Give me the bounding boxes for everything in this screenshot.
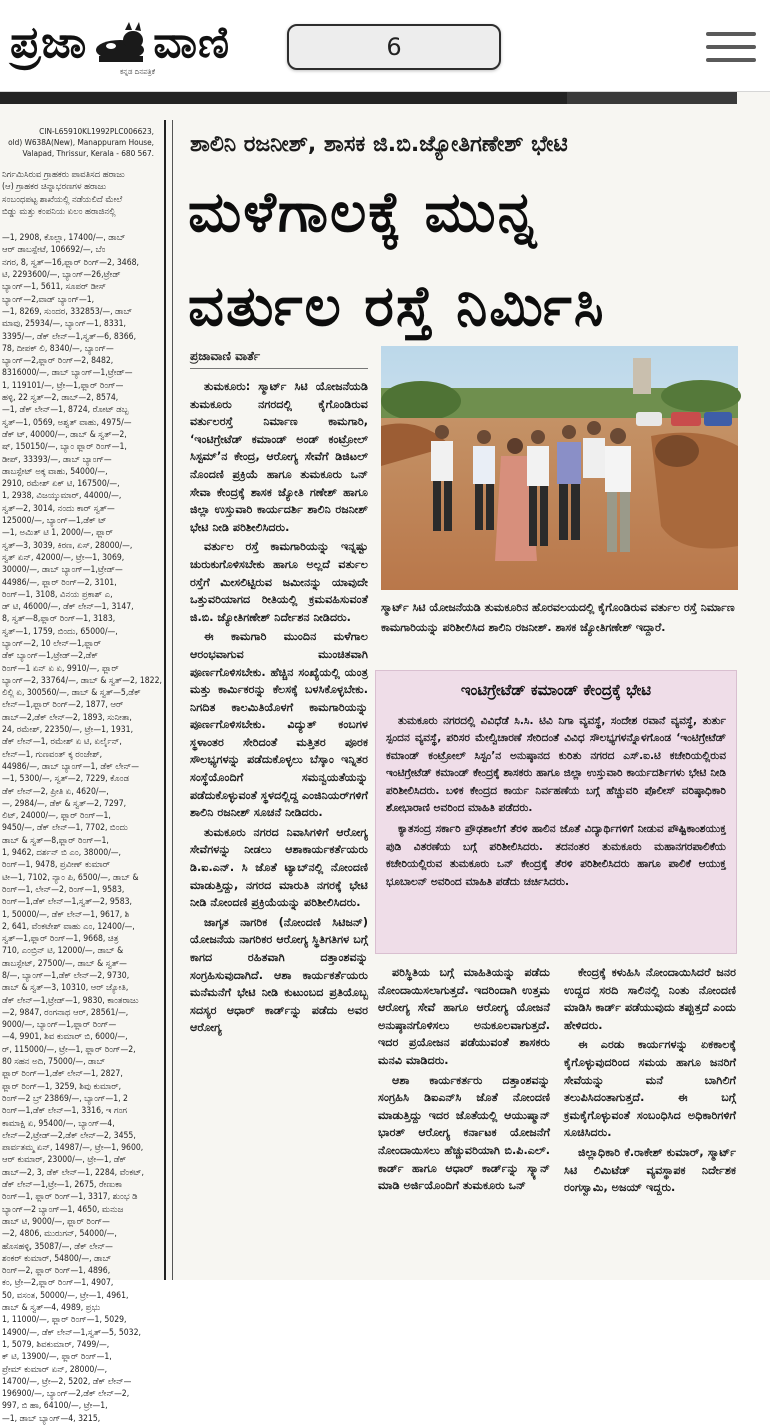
notice-line: —1, 5300/—, ಸ್ವತ್—2, 7229, ಕೊಂಡ [2,774,130,785]
notice-line: —4, 9901, ಶಿವ ಕುಮಾರ್ ಬಿ, 6000/—, [2,1032,128,1043]
photo-caption: ಸ್ಮಾರ್ಟ್ ಸಿಟಿ ಯೋಜನೆಯಡಿ ತುಮಕೂರಿನ ಹೊರವಲಯದಲ್ಲಿ ಕೈಗೊಂಡಿರುವ ವರ್ತುಲ ರಸ್ತೆ ನಿರ್ಮಾಣ ಕಾಮಗಾರಿಯನ್ನು ಪರಿಶೀಲಿಸಿದ ಶಾಲಿನಿ ರಜನೀಶ್. ಶಾಸಕ ಜ್ಯೋತಿಗಣೇಶ್ ಇದ್ದಾರೆ. [381,601,735,634]
notice-line: ಡಾಬಸ್ಪೇಟ್, 27500/—, ಡಾಬ್ & ಸ್ವತ್— [2,958,127,969]
notice-list [0,232,160,1425]
notice-line: 80 ಸಹನ ಅದಿ, 75000/—, ಡಾಬ್ [2,1057,106,1068]
notice-line: ಲೇನ್—1, ಗುಣವಂತ್ ಕ್ಕ ರಂಜೇಶ್, [2,749,103,760]
notice-line: 1, 9462, ದರ್ಶನ್ ಬಿ ಎಂ, 38000/—, [2,848,121,859]
cin-line: CIN-L65910KL1992PLC006623, [39,126,154,136]
notice-line: ಹಳ್ಳಿ, 22 ಸ್ವತ್—2, ಡಾಬ್—2, 8574, [2,393,119,404]
notice-line: ಶಂಕರ್ ಕುಮಾರ್, 54800/—, ಡಾಬ್ [2,1253,112,1264]
notice-line: ರಿಂಗ್—1,ಡೆಕ್ ಲೇನ್—1,ಸ್ವತ್—2, 9583, [2,897,132,908]
notice-line: ಮಾವು, 25934/—, ಬ್ಯಾಂಗ್—1, 8331, [2,319,126,330]
notice-line: ಕ್ ಟಿ, 13900/—, ಫ್ಲಾರ್ ರಿಂಗ್—1, [2,1352,112,1363]
notice-line: 997, ಬಿ ಹಾ, 64100/—, ಟ್ರೇ—1, [2,1401,108,1412]
prajavani-logo[interactable] [10,14,230,72]
notice-line: ಡಾಬ್ & ಸ್ವತ್—3, 10310, ಆರ್ ಜ್ಯೋತಿ, [2,983,129,994]
box-paragraph: ತುಮಕೂರು ನಗರದಲ್ಲಿ ವಿವಿಧೆಡೆ ಸಿ.ಸಿ. ಟಿವಿ ನಿಗಾ ವ್ಯವಸ್ಥೆ, ಸಂದೇಶ ರವಾನೆ ವ್ಯವಸ್ಥೆ, ತುರ್ತು ಸ್ಪಂದನ ವ್ಯವಸ್ಥೆ, ಪರಿಸರ ಮೇಲ್ವಿಚಾರಣೆ ಸೇರಿದಂತೆ ವಿವಿಧ ಸೌಲಭ್ಯಗಳನ್ನೊಳಗೊಂಡ ‘ಇಂಟಿಗ್ರೇಟೆಡ್ ಕಮಾಂಡ್ ಕಂಟ್ರೋಲ್ ಸಿಸ್ಟಂ’ನ ಅನುಷ್ಠಾನದ ಕುರಿತು ನಗರದ ಎಸ್.ಐ.ಟಿ ಕಚೇರಿಯಲ್ಲಿರುವ ಇಂಟಿಗ್ರೇಟೆಡ್ ಕಮಾಂಡ್ ಕೇಂದ್ರಕ್ಕೆ ಶಾಸಕರು ಹಾಗೂ ಜಿಲ್ಲಾ ಉಸ್ತುವಾರಿ ಕಾರ್ಯದರ್ಶಿಗಳು ಭೇಟಿ ನೀಡಿ ಪರಿಶೀಲಿಸಿದರು. ಬಳಿಕ ಕೇಂದ್ರದ ಕಾರ್ಯ ನಿರ್ವಹಣೆಯ ಬಗ್ಗೆ ಹೆಚ್ಚುವರಿ ಪೊಲೀಸ್ ವರಿಷ್ಠಾಧಿಕಾರಿ ಶೋಭಾರಾಣಿ ಅವರಿಂದ ಮಾಹಿತಿ ಪಡೆದರು. [386,715,726,815]
notice-line: ಫ್ಲಾರ್ ರಿಂಗ್—1, 3259, ಶಿವು ಕುಮಾರ್, [2,1081,122,1092]
notice-line: ಲೇನ್—1,ಫ್ಲಾರ್ ರಿಂಗ್—2, 1877, ಆರ್ [2,700,124,711]
notice-line: ಡೆಕ್ ಲೇನ್—1,ಟ್ರೇ—1, 2675, ರೇಣುಕಾ [2,1180,123,1191]
byline-rule [190,368,368,369]
notice-line: ಸ್ವತ್—3, 3039, ಕಿರಣ, ಏಸ್, 28000/—, [2,540,133,551]
notice-line: ಲೇನ್—2,ಟ್ರೇಡ್—2,ಡೆಕ್ ಲೇನ್—2, 3455, [2,1130,136,1141]
notice-line: ಬ್ಯಾಂಗ್—2, 33764/—, ಡಾಬ್ & ಸ್ವತ್—2, 1822, [2,675,162,686]
story-column-2 [378,964,550,1280]
notice-line: ಡೆಕ್ ಟ್, 40000/—, ಡಾಬ್ & ಸ್ವತ್—2, [2,429,127,440]
notice-line: ಆರ್ ಕುಮಾರ್, 23000/—, ಟ್ರೇ—1, ಡೆಕ್ [2,1155,127,1166]
notice-line: —1, ಡೆಕ್ ಲೇನ್—1, 8724, ರೋಟ್ ಡಬ್ಬ [2,405,129,416]
notice-line: ರ್, 115000/—, ಟ್ರೇ—1, ಫ್ಲಾರ್ ರಿಂಗ್—2, [2,1044,136,1055]
logo-text-right: ವಾಣಿ [153,17,231,68]
notice-line: 14700/—, ಟ್ರೇ—2, 5202, ಡೆಕ್ ಲೇನ್— [2,1376,132,1387]
notice-line: 8316000/—, ಡಾಬ್ ಬ್ಯಾಂಗ್—1,ಟ್ರೇಡ್— [2,368,133,379]
column-divider [172,120,173,1280]
notice-line: —2, 4806, ಮುರುಗನ್, 54000/—, [2,1229,117,1240]
notice-line: ಸ್ವತ್—2, 3014, ನಂದು ಕಾರ್ ಸ್ವತ್— [2,503,115,514]
notice-line: ರಿಂಗ್—2 ಬ್ರ್ 23869/—, ಬ್ಯಾಂಗ್—1, 2 [2,1093,128,1104]
notice-line: ಡಾಬ್—2, 3, ಡೆಕ್ ಲೇನ್—1, 2284, ವೆಂಕಟ್, [2,1167,144,1178]
notice-line: ರಿಂಗ್—1, 3108, ವಿನಯ ಪ್ರಕಾಶ್ ಎ, [2,589,113,600]
notice-line: ರಿಂಗ್—1, 9478, ಪ್ರವೀಣ್ ಕುಮಾರ್ [2,860,111,871]
section-strip [0,92,737,104]
notice-line: 44986/—, ಫ್ಲಾರ್ ರಿಂಗ್—2, 3101, [2,577,117,588]
notice-line: ಷ್, 150150/—, ಬ್ಯಾಂ ಫ್ಲಾರ್ ರಿಂಗ್—1, [2,442,127,453]
notice-line: ಕಾಮಾಕ್ಷಿ ಏ, 95400/—, ಬ್ಯಾಂಗ್—4, [2,1118,115,1129]
logo-text-left: ಪ್ರಜಾ [10,17,88,68]
notice-line: ಡಾಬ್ ಟಿ, 9000/—, ಫ್ಲಾರ್ ರಿಂಗ್— [2,1216,110,1227]
notice-line: 44986/—, ಡಾಬ್ ಬ್ಯಾಂಗ್—1, ಡೆಕ್ ಲೇನ್— [2,761,139,772]
cin-block [0,126,160,159]
notice-line: 125000/—, ಬ್ಯಾಂಗ್—1,ಡೆಕ್ ಟ್ [2,516,107,527]
notice-line: ರಿಂಗ್—1, ಫ್ಲಾರ್ ರಿಂಗ್—1, 3317, ಶುಂಭ ಡಿ [2,1192,138,1203]
notice-line: ಬ್ಯಾಂಗ್—2 ಬ್ಯಾಂಗ್—1, 4650, ಮನುಜ [2,1204,124,1215]
headline-line: ಮಳೆಗಾಲಕ್ಕೆ ಮುನ್ನ [188,180,539,245]
notice-line: ಟೀ—1, 7102, ನ್ಯಾಂ ಪಿ, 6500/—, ಡಾಬ್ & [2,872,139,883]
notice-line: ಡೆಕ್ ಲೇನ್—1, ರಮೇಶ್ ಏ ಟಿ, ಏರ್ಲೈನ್, [2,737,122,748]
news-photo[interactable] [381,346,738,590]
notice-line: 1, 2938, ವಿಜಯ್ಕುಮಾರ್, 44000/—, [2,491,122,502]
notice-line: ಲಿಲ್ಲಿ ಏ, 300560/—, ಡಾಬ್ & ಸ್ವತ್—5,ಡೆಕ್ [2,688,141,699]
notice-line: ಬ್ಯಾಂಗ್—2, 10 ಲೇನ್—1,ಫ್ಲಾರ್ [2,638,102,649]
newspaper-page [0,92,770,1424]
story-paragraph: ಜಾಗೃತ ನಾಗರಿಕ (ನೋಂದಣಿ ಸಿಟಿಜನ್) ಯೋಜನೆಯ ನಾಗರಿಕರ ಆರೋಗ್ಯ ಸ್ಥಿತಿಗತಿಗಳ ಬಗ್ಗೆ ಕಾಗದ ರಹಿತವಾಗಿ ದತ್ತಾಂಶವನ್ನು ಸಂಗ್ರಹಿಸುವುದಾಗಿದೆ. ಆಶಾ ಕಾರ್ಯಕರ್ತೆಯರು ಮನೆಮನೆಗೆ ಭೇಟಿ ನೀಡಿ ಕುಟುಂಬದ ಪ್ರತಿಯೊಬ್ಬ ಸದಸ್ಯರ ಆಧಾರ್ ಕಾರ್ಡ್‌ನ್ನು ಪಡೆದು ಅವರ ಆರೋಗ್ಯ [190,915,368,1035]
story-paragraph: ಈ ಎರಡು ಕಾರ್ಯಗಳನ್ನು ಏಕಕಾಲಕ್ಕೆ ಕೈಗೊಳ್ಳುವುದರಿಂದ ಸಮಯ ಹಾಗೂ ಜನರಿಗೆ ಸೇವೆಯನ್ನು ಮನೆ ಬಾಗಿಲಿಗೆ ತಲುಪಿಸಿದಂತಾಗುತ್ತದೆ. ಈ ಬಗ್ಗೆ ಕ್ರಮಕೈಗೊಳ್ಳುವಂತೆ ಸಂಬಂಧಿಸಿದ ಅಧಿಕಾರಿಗಳಿಗೆ ಸೂಚಿಸಿದರು. [564,1038,736,1140]
notice-line: ಬ್ಯಾಂಗ್—2,ಫ್ಲಾರ್ ರಿಂಗ್—2, 8482, [2,356,114,367]
notice-line: ಡಾಬಸ್ಪೇಟ್ ಅಕ್ಕ ವಾಹು, 54000/—, [2,466,108,477]
story-paragraph: ವರ್ತುಲ ರಸ್ತೆ ಕಾಮಗಾರಿಯನ್ನು ಇನ್ನಷ್ಟು ಚುರುಕುಗೊಳಿಸಬೇಕು ಹಾಗೂ ಅಲ್ಲದೆ ವರ್ತುಲ ರಸ್ತೆಗೆ ಮೀಸಲಿಟ್ಟಿರುವ ಜಮೀನನ್ನು ಯಾವುದೇ ಒತ್ತುವರಿಯಾಗದ ರೀತಿಯಲ್ಲಿ ಕ್ರಮವಹಿಸುವಂತೆ ಜಿ.ಬಿ. ಜ್ಯೋತಿಗಣೇಶ್ ನಿರ್ದೇಶನ ನೀಡಿದರು. [190,540,368,624]
logo-tagline: ಕನ್ನಡ ದಿನಪತ್ರಿಕೆ [120,68,156,76]
notice-intro [0,169,160,218]
story-paragraph: ಈ ಕಾಮಗಾರಿ ಮುಂದಿನ ಮಳೆಗಾಲ ಆರಂಭವಾಗುವ ಮುಂಚಿತವಾಗಿ ಪೂರ್ಣಗೊಳಿಸಬೇಕು. ಹೆಚ್ಚಿನ ಸಂಖ್ಯೆಯಲ್ಲಿ ಯಂತ್ರ ಮತ್ತು ಕಾರ್ಮಿಕರನ್ನು ಕೆಲಸಕ್ಕೆ ಬಳಸಿಕೊಳ್ಳಬೇಕು. ನಿಗದಿತ ಕಾಲಮಿತಿಯೊಳಗೆ ಕಾಮಗಾರಿಯನ್ನು ಪೂರ್ಣಗೊಳಿಸಬೇಕು. ವಿದ್ಯುತ್ ಕಂಬಗಳ ಸ್ಥಳಾಂತರ ಸೇರಿದಂತೆ ಮತ್ತಿತರ ಪೂರಕ ಸೌಲಭ್ಯಗಳನ್ನು ಪಡೆದುಕೊಳ್ಳಲು ಬೆಸ್ಕಾಂ ಇನ್ನಿತರ ಸಂಸ್ಥೆಯೊಂದಿಗೆ ಸಮನ್ವಯತೆಯನ್ನು ಪಡೆದುಕೊಳ್ಳುವಂತೆ ಸ್ಥಳದಲ್ಲಿದ್ದ ಎಂಜಿನಿಯರ್‌ಗಳಿಗೆ ಶಾಲಿನಿ ರಜನೀಶ್ ಸೂಚನೆ ನೀಡಿದರು. [190,630,368,820]
notice-line: 196900/—, ಬ್ಯಾಂಗ್—2,ಡೆಕ್ ಲೇನ್—2, [2,1389,130,1400]
notice-line: ಆರ್ ಡಾಬಸ್ಪೇಟೆ, 106692/—, ಬೆಂ [2,245,106,256]
story-column-3 [564,964,736,1280]
notice-line: 1, 50000/—, ಡೆಕ್ ಲೇನ್—1, 9617, ಶಿ [2,909,130,920]
nandi-emblem-icon [89,18,151,68]
notice-intro-line: ನಿರ್ಗಮಿಸಿರುವ ಗ್ರಾಹಕರು ಪಾವತಿಸದ ಹರಾಜು [2,170,125,180]
notice-line: ರಿಂಗ್—1,ಡೆಕ್ ಲೇನ್—1, 3316, ಇ ಗಂಗ [2,1106,128,1117]
notice-line: 78, ದೀಪಕ್ ಲಿ, 8340/—, ಬ್ಯಾಂಗ್— [2,343,114,354]
app-header [0,0,770,92]
notice-line: —, 2984/—, ಡೆಕ್ & ಸ್ವತ್—2, 7297, [2,798,127,809]
notice-line: ಡಾಬ್ & ಸ್ವತ್—4, 4989, ಪ್ರಭು [2,1303,101,1314]
story-paragraph: ಜಿಲ್ಲಾಧಿಕಾರಿ ಕೆ.ರಾಕೇಶ್ ಕುಮಾರ್, ಸ್ಮಾರ್ಟ್ ಸಿಟಿ ಲಿಮಿಟೆಡ್ ವ್ಯವಸ್ಥಾಪಕ ನಿರ್ದೇಶಕ ರಂಗಸ್ವಾಮಿ, ಅಜಯ್ ಇದ್ದರು. [564,1145,736,1195]
notice-line: ಟಿ, 2293600/—, ಬ್ಯಾಂಗ್—26,ಟ್ರೇಡ್ [2,270,121,281]
notice-line: 3395/—, ಡೆಕ್ ಲೇನ್—1,ಸ್ವತ್—6, 8366, [2,331,137,342]
notice-line: 24, ರಮೇಶ್, 22350/—, ಟ್ರೇ—1, 1931, [2,725,134,736]
notice-line: ಸ್ವತ್—1, 1759, ಬಿಂದು, 65000/—, [2,626,118,637]
notice-line: ನಗರ, 8, ಸ್ವತ್—16,ಫ್ಲಾರ್ ರಿಂಗ್—2, 3468, [2,257,139,268]
byline: ಪ್ರಜಾವಾಣಿ ವಾರ್ತೆ [190,349,261,363]
notice-line: ಡಾಬ್—2,ಡೆಕ್ ಲೇನ್—2, 1893, ಸುನೀತಾ, [2,712,132,723]
notice-line: ಡಾಬ್ & ಸ್ವತ್—8,ಫ್ಲಾರ್ ರಿಂಗ್—1, [2,835,109,846]
notice-line: —1, 8269, ಸುಂದರ, 332853/—, ಡಾಬ್ [2,306,133,317]
story-paragraph: ಕೇಂದ್ರಕ್ಕೆ ಕಳುಹಿಸಿ ನೋಂದಾಯಿಸಿದರೆ ಜನರ ಉದ್ದದ ಸರದಿ ಸಾಲಿನಲ್ಲಿ ನಿಂತು ನೋಂದಣಿ ಮಾಡಿಸಿ ಕಾರ್ಡ್ ಪಡೆಯುವುದು ತಪ್ಪುತ್ತದೆ ಎಂದು ಹೇಳಿದರು. [564,966,736,1032]
box-paragraph: ಕ್ಯಾತಸಂದ್ರ ಸರ್ಕಾರಿ ಪ್ರೌಢಶಾಲೆಗೆ ತೆರಳಿ ಹಾಲಿನ ಜೊತೆ ವಿದ್ಯಾರ್ಥಿಗಳಿಗೆ ನೀಡುವ ಪೌಷ್ಟಿಕಾಂಶಯುಕ್ತ ಪುಡಿ ವಿತರಣೆಯ ಬಗ್ಗೆ ಪರಿಶೀಲಿಸಿದರು. ತದನಂತರ ತುಮಕೂರು ಮಹಾನಗರಪಾಲಿಕೆಯ ಕಚೇರಿಯಲ್ಲಿರುವ ತುಮಕೂರು ಒನ್ ಕೇಂದ್ರಕ್ಕೆ ತೆರಳಿ ಪರಿಶೀಲಿಸಿದರು ಹಾಗೂ ಪಾಲಿಕೆ ಆಯುಕ್ತ ಭೂಬಾಲನ್ ಅವರಿಂದ ಮಾಹಿತಿ ಪಡೆದು ಚರ್ಚಿಸಿದರು. [386,823,726,888]
hamburger-menu-icon[interactable] [706,32,756,68]
notice-line: —1, 2908, ಕೊಲ್ಲಾ, 17400/—, ಡಾಬ್ [2,233,126,244]
notice-line: ಹೊಸಹಳ್ಳಿ, 35087/—, ಡೆಕ್ ಲೇನ್— [2,1241,113,1252]
notice-line: ಡೆಕ್ ಬ್ಯಾಂಗ್—1,ಟ್ರೇಡ್—2,ಡೆಕ್ [2,651,99,662]
notice-line: ರಿಂಗ್—1 ಏನ್ ಏ ಏ, 9910/—, ಫ್ಲಾರ್ [2,663,119,674]
notice-line: 1, 5079, ಶಿವಕುಮಾರ್, 7499/—, [2,1339,110,1350]
notice-line: ಸ್ವತ್ ಏನ್, 42000/—, ಟ್ರೇ—1, 3069, [2,552,125,563]
story-paragraph: ಆಶಾ ಕಾರ್ಯಕರ್ತರು ದತ್ತಾಂಶವನ್ನು ಸಂಗ್ರಹಿಸಿ ಡಿಐಎನ್‌ಸಿ ಜೊತೆ ನೋಂದಣಿ ಮಾಡುತ್ತಿದ್ದು ಇದರ ಜೊತೆಯಲ್ಲಿ ಆಯುಷ್ಮಾನ್ ಭಾರತ್ ಆರೋಗ್ಯ ಕರ್ನಾಟಕ ಯೋಜನೆಗೆ ನೋಂದಾಯಿಸಲು ಹೆಚ್ಚುವರಿಯಾಗಿ ಬಿ.ಪಿ.ಎಲ್. ಕಾರ್ಡ್ ಹಾಗೂ ಆಧಾರ್ ಕಾರ್ಡ್‌ನ್ನು ಸ್ಕ್ಯಾನ್ ಮಾಡಿ ಅರ್ಜಿಯೊಂದಿಗೆ ತುಮಕೂರು ಒನ್ [378,1073,550,1193]
notice-line: ಪಾರ್ವತಮ್ಮ ಏನ್, 14987/—, ಟ್ರೇ—1, 9600, [2,1143,144,1154]
box-title: ಇಂಟಿಗ್ರೇಟೆಡ್ ಕಮಾಂಡ್ ಕೇಂದ್ರಕ್ಕೆ ಭೇಟಿ [460,681,652,699]
notice-line: —1, ಡಾಬ್ ಬ್ಯಾಂಗ್—4, 3215, [2,1413,101,1424]
notice-intro-line: (ಆ) ಗ್ರಾಹಕರ ಚಿನ್ನಾಭರಣಗಳ ಹರಾಜು [2,182,107,193]
story-column-1 [190,378,368,1278]
notice-line: 710, ಎಂಬ್ರಿನ್ ಟಿ, 12000/—, ಡಾಬ್ & [2,946,124,957]
column-divider [164,120,166,1280]
page-number-indicator[interactable]: 6 [287,24,501,70]
notice-line: ರಿಂಗ್—1, ಲೇನ್—2, ರಿಂಗ್—1, 9583, [2,884,125,895]
story-kicker: ಶಾಲಿನಿ ರಜನೀಶ್, ಶಾಸಕ ಜಿ.ಬಿ.ಜ್ಯೋತಿಗಣೇಶ್ ಭೇಟಿ [190,132,568,157]
notice-line: ಪ್ರೇಮ್ ಕುಮಾರ್ ಏನ್, 28000/—, [2,1364,108,1375]
notice-line: 2, 641, ವೆಂಕಟೇಶ್ ವಾಹು ಎಂ, 12400/—, [2,921,135,932]
auction-notice-column [0,122,162,1424]
notice-intro-line: ಬಿಡ್ಡು ಮತ್ತು ಕಂಪನಿಯ ಏಲಂ ಹರಾಜಿನಲ್ಲಿ [2,206,116,217]
notice-line: —1, ಅಮಿತ್ ಟಿ 1, 2000/—, ಫ್ಲಾರ್ [2,528,113,539]
box-text [386,713,726,891]
notice-line: ಲಿಟ್, 24000/—, ಫ್ಲಾರ್ ರಿಂಗ್—1, [2,811,111,822]
notice-line: 1, 11000/—, ಫ್ಲಾರ್ ರಿಂಗ್—1, 5029, [2,1315,127,1326]
notice-line: 9000/—, ಬ್ಯಾಂಗ್—1,ಫ್ಲಾರ್ ರಿಂಗ್— [2,1020,117,1031]
cin-line: old) W638A(New), Manappuram House, [8,137,154,147]
story-paragraph: ಪರಿಸ್ಥಿತಿಯ ಬಗ್ಗೆ ಮಾಹಿತಿಯನ್ನು ಪಡೆದು ನೋಂದಾಯಿಸಲಾಗುತ್ತದೆ. ಇದರಿಂದಾಗಿ ಉತ್ತಮ ಆರೋಗ್ಯ ಸೇವೆ ಹಾಗೂ ಆರೋಗ್ಯ ಯೋಜನೆ ಅನುಷ್ಠಾನಗೊಳಿಸಲು ಅನುಕೂಲವಾಗುತ್ತದೆ. ಇದರ ಪ್ರಯೋಜನ ಪಡೆಯುವಂತೆ ಶಾಸಕರು ಮನವಿ ಮಾಡಿದರು. [378,966,550,1067]
sidebar-box [375,670,737,954]
notice-intro-line: ಸಂಬಂಧಪಟ್ಟ ಶಾಖೆಯಲ್ಲಿ ನಡೆಯಲಿದೆ ಮೇಲೆ [2,194,123,205]
notice-line: 2910, ರಮೇಶ್ ಏಕ್ ಟಿ, 167500/—, [2,479,120,490]
notice-line: ರಿಂಗ್—2, ಫ್ಲಾರ್ ರಿಂಗ್—1, 4896, [2,1266,111,1277]
notice-line: 8/—, ಬ್ಯಾಂಗ್—1,ಡೆಕ್ ಲೇನ್—2, 9730, [2,971,130,981]
notice-line: ಕಂ, ಟ್ರೇ—2,ಫ್ಲಾರ್ ರಿಂಗ್—1, 4907, [2,1278,114,1289]
notice-line: ಸ್ವತ್—1,ಫ್ಲಾರ್ ರಿಂಗ್—1, 9668, ಚಿತ್ರ [2,934,119,945]
notice-line: 1, 119101/—, ಟ್ರೇ—1,ಫ್ಲಾರ್ ರಿಂಗ್— [2,380,124,391]
notice-line: ಡೆಕ್ ಲೇನ್—2, ಪ್ರೀತಿ ಏ, 4620/—, [2,786,109,797]
cin-line: Valapad, Thrissur, Kerala - 680 567. [22,148,154,158]
story-paragraph: ತುಮಕೂರು ನಗರದ ನಿವಾಸಿಗಳಿಗೆ ಆರೋಗ್ಯ ಸೇವೆಗಳನ್ನು ನೀಡಲು ಆಶಾಕಾರ್ಯಕರ್ತೆಯರು ಡಿ.ಐ.ಎನ್. ಸಿ ಜೊತೆ ಟ್ಯಾಬ್‌ನಲ್ಲಿ ನೋಂದಣಿ ಮಾಡುತ್ತಿದ್ದು, ನಗರದ ಮಾರುತಿ ನಗರಕ್ಕೆ ಭೇಟಿ ನೀಡಿ ನೋಂದಣಿ ಪ್ರಕ್ರಿಯೆಯನ್ನು ಪರಿಶೀಲಿಸಿದರು. [190,825,368,910]
notice-line: 9450/—, ಡೆಕ್ ಲೇನ್—1, 7702, ಬಿಂದು [2,823,128,834]
notice-line: 14900/—, ಡೆಕ್ ಲೇನ್—1,ಸ್ವತ್—5, 5032, [2,1327,141,1338]
notice-line: ಡೀಪ್, 33393/—, ಡಾಬ್ ಬ್ಯಾಂಗ್— [2,454,112,465]
story-paragraph: ತುಮಕೂರು: ಸ್ಮಾರ್ಟ್ ಸಿಟಿ ಯೋಜನೆಯಡಿ ತುಮಕೂರು ನಗರದಲ್ಲಿ ಕೈಗೊಂಡಿರುವ ವರ್ತುಲರಸ್ತೆ ನಿರ್ಮಾಣ ಕಾಮಗಾರಿ, ‘ಇಂಟಿಗ್ರೇಟೆಡ್ ಕಮಾಂಡ್ ಅಂಡ್ ಕಂಟ್ರೋಲ್ ಸಿಸ್ಟಮ್’ನ ಕೇಂದ್ರ, ಆರೋಗ್ಯ ಸೇವೆಗೆ ಡಿಜಿಟಲ್ ನೊಂದಣಿ ಪ್ರಕ್ರಿಯೆ ಹಾಗೂ ತುಮಕೂರು ಒನ್ ಸೇವಾ ಕೇಂದ್ರಕ್ಕೆ ಶಾಸಕ ಜ್ಯೋತಿ ಗಣೇಶ್ ಹಾಗೂ ಜಿಲ್ಲಾ ಉಸ್ತುವಾರಿ ಕಾರ್ಯದರ್ಶಿ ಶಾಲಿನಿ ರಜನೀಶ್ ಭೇಟಿ ನೀಡಿ ಪರಿಶೀಲಿಸಿದರು. [190,380,368,534]
notice-line: —2, 9847, ರಂಗನಾಥ ಆರ್, 28561/—, [2,1007,129,1018]
notice-line: ಫ್ಲಾರ್ ರಿಂಗ್—1,ಡೆಕ್ ಲೇನ್—1, 2827, [2,1069,123,1080]
notice-line: ಬ್ಯಾಂಗ್—1, 5611, ಸೂಪರ್ ಡೀಸ್ [2,282,107,293]
notice-line: ಬ್ಯಾಂಗ್—2,ವಾಡ್ ಬ್ಯಾಂಗ್—1, [2,294,95,305]
road-construction-photo [381,346,738,590]
story-headline [188,166,748,354]
notice-line: 30000/—, ಡಾಬ್ ಬ್ಯಾಂಗ್—1,ಟ್ರೇಡ್— [2,565,123,576]
notice-line: ಡೆಕ್ ಲೇನ್—1,ಟ್ರೇಡ್—1, 9830, ಕಾಂತರಾಜು [2,995,139,1006]
notice-line: 8, ಸ್ವತ್—8,ಫ್ಲಾರ್ ರಿಂಗ್—1, 3183, [2,614,116,625]
notice-line: ಸ್ವತ್—1, 0569, ಅಶ್ವತ್ ವಾಹು, 4975/— [2,417,132,428]
headline-line: ವರ್ತುಲ ರಸ್ತೆ ನಿರ್ಮಿಸಿ [188,274,606,339]
notice-line: ಡ್ ಟಿ, 46000/—, ಡೆಕ್ ಲೇನ್—1, 3147, [2,602,134,613]
notice-line: 50, ವಸಂತ, 50000/—, ಟ್ರೇ—1, 4961, [2,1290,129,1301]
